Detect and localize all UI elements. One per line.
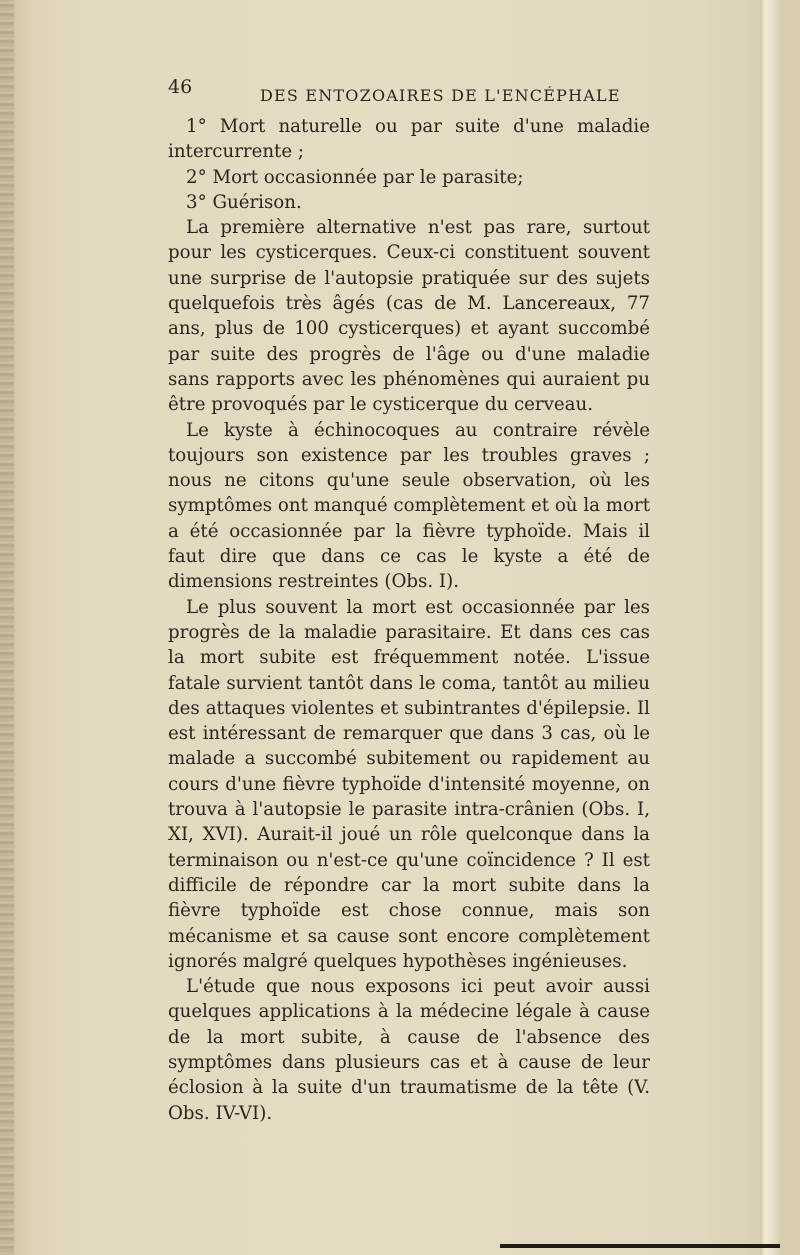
- paragraph: Le kyste à échinocoques au contraire révèle toujours son existence par les troubles graves ; nous ne citons qu'une seule observation, où les symptômes ont manqué complètement et où la mort a été occasionnée par la fièvre typhoïde. Mais il faut dire que dans ce cas le kyste a été de dimensions restreintes (Obs. I).: [168, 419, 650, 593]
- list-item: 1° Mort naturelle ou par suite d'une maladie intercurrente ;: [168, 116, 650, 163]
- body-text: [168, 114, 650, 1126]
- paragraph: Le plus souvent la mort est occasionnée par les progrès de la maladie parasitaire. Et dans ces cas la mort subite est fréquemment notée. L'issue fatale survient tantôt dans le coma, tantôt au milieu des attaques violentes et subintrantes d'épilepsie. Il est intéressant de remarquer que dans 3 cas, où le malade a succombé subitement ou rapidement au cours d'une fièvre typhoïde d'intensité moyenne, on trouva à l'autopsie le parasite intra-crânien (Obs. I, XI, XVI). Aurait-il joué un rôle quelconque dans la terminaison ou n'est-ce qu'une coïncidence ? Il est difficile de répondre car la mort subite dans la fièvre typhoïde est chose connue, mais son mécanisme et sa cause sont encore complètement ignorés malgré quelques hypothèses ingénieuses.: [168, 596, 650, 972]
- list-item: 2° Mort occasionnée par le parasite;: [186, 166, 524, 188]
- page-edge: [760, 0, 780, 1255]
- running-title: DES ENTOZOAIRES DE L'ENCÉPHALE: [260, 86, 621, 105]
- list-item: 3° Guérison.: [186, 191, 302, 213]
- paragraph: L'étude que nous exposons ici peut avoir aussi quelques applications à la médecine légale à cause de la mort subite, à cause de l'absence des symptômes dans plusieurs cas et à cause de leur éclosion à la suite d'un traumatisme de la tête (V. Obs. IV-VI).: [168, 976, 650, 1124]
- bottom-rule: [500, 1244, 780, 1248]
- paragraph: La première alternative n'est pas rare, surtout pour les cysticerques. Ceux-ci constituent souvent une surprise de l'autopsie pratiquée sur des sujets quelquefois très âgés (cas de M. Lancereaux, 77 ans, plus de 100 cysticerques) et ayant succombé par suite des progrès de l'âge ou d'une maladie sans rapports avec les phénomènes qui auraient pu être provoqués par le cysticerque du cerveau.: [168, 217, 650, 416]
- page-gutter-shadow: [0, 0, 14, 1255]
- page-number: 46: [168, 76, 193, 98]
